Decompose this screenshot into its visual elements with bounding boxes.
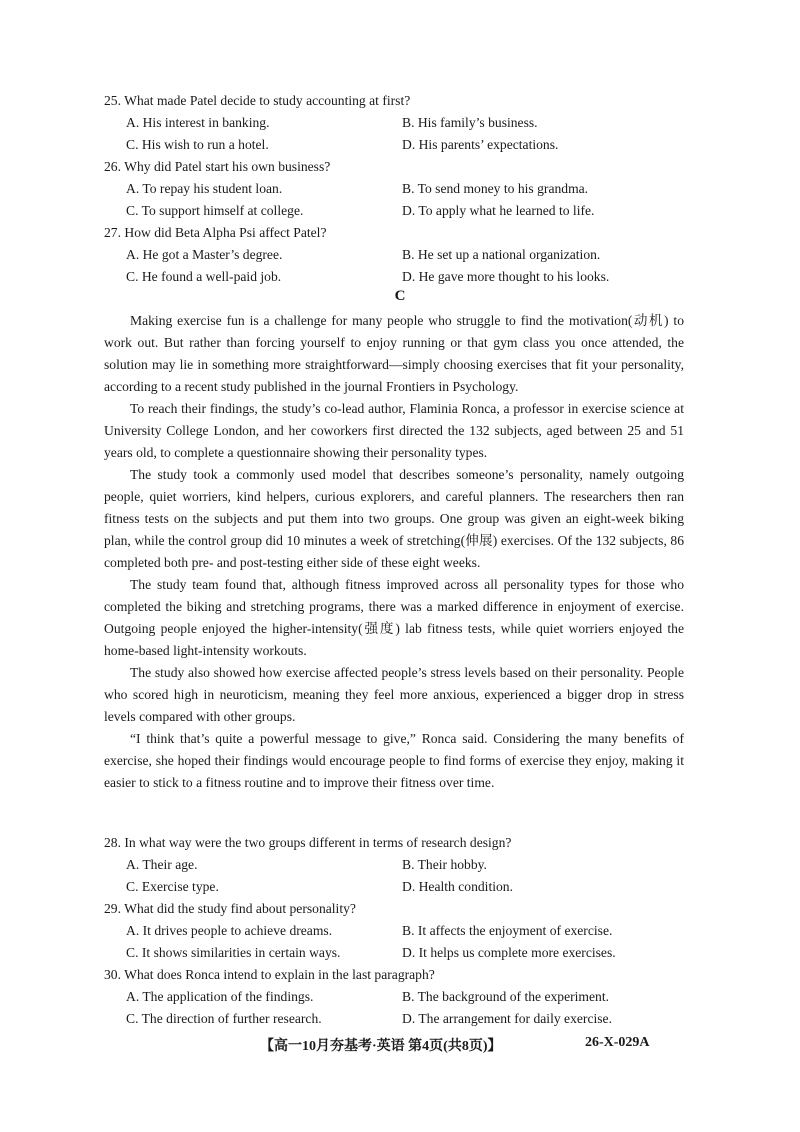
question-26-option-a: A. To repay his student loan. bbox=[126, 181, 283, 196]
question-25-option-c: C. His wish to run a hotel. bbox=[126, 137, 269, 152]
footer-exam-info: 【高一10月夯基考·英语 第4页(共8页)】 bbox=[260, 1039, 502, 1054]
passage-paragraph-5: The study also showed how exercise affected people’s stress levels based on their personality. People who scored high in neuroticism, meaning they feel more anxious, experienced a bigger drop in stress levels compared with other groups. bbox=[104, 665, 684, 724]
question-28-stem: 28. In what way were the two groups different in terms of research design? bbox=[104, 835, 512, 850]
question-29-stem: 29. What did the study find about personality? bbox=[104, 901, 356, 916]
question-28-option-d: D. Health condition. bbox=[402, 879, 513, 894]
question-30-option-b: B. The background of the experiment. bbox=[402, 989, 609, 1004]
question-27-option-d: D. He gave more thought to his looks. bbox=[402, 269, 610, 284]
reading-passage bbox=[104, 310, 684, 794]
question-29-option-a: A. It drives people to achieve dreams. bbox=[126, 923, 333, 938]
question-28-option-c: C. Exercise type. bbox=[126, 879, 219, 894]
question-30-option-d: D. The arrangement for daily exercise. bbox=[402, 1011, 612, 1026]
question-26-option-c: C. To support himself at college. bbox=[126, 203, 304, 218]
passage-paragraph-4: The study team found that, although fitness improved across all personality types for those who completed the biking and stretching programs, there was a marked difference in enjoyment of exercise. Outgoing people enjoyed the higher-intensity(强度) lab fitness tests, while quiet worriers enjoyed the home-based light-intensity workouts. bbox=[104, 577, 684, 658]
question-29-option-c: C. It shows similarities in certain ways. bbox=[126, 945, 341, 960]
question-29-option-d: D. It helps us complete more exercises. bbox=[402, 945, 616, 960]
question-29-option-b: B. It affects the enjoyment of exercise. bbox=[402, 923, 613, 938]
question-28-option-b: B. Their hobby. bbox=[402, 857, 487, 872]
question-28-option-a: A. Their age. bbox=[126, 857, 198, 872]
question-27-stem: 27. How did Beta Alpha Psi affect Patel? bbox=[104, 225, 327, 240]
footer-paper-code: 26-X-029A bbox=[585, 1035, 650, 1050]
question-25-option-d: D. His parents’ expectations. bbox=[402, 137, 559, 152]
passage-paragraph-3: The study took a commonly used model that describes someone’s personality, namely outgoing people, quiet worriers, kind helpers, curious explorers, and careful planners. The researchers then ran fitness tests on the subjects and put them into two groups. One group was given an eight-week biking plan, while the control group did 10 minutes a week of stretching(伸展) exercises. Of the 132 subjects, 86 completed both pre- and post-testing either side of these eight weeks. bbox=[104, 467, 684, 570]
question-25-option-a: A. His interest in banking. bbox=[126, 115, 270, 130]
question-30-option-a: A. The application of the findings. bbox=[126, 989, 314, 1004]
passage-paragraph-1: Making exercise fun is a challenge for many people who struggle to find the motivation(动机) to work out. But rather than forcing yourself to enjoy running or that gym class you once attended, the solution may lie in something more straightforward—simply choosing exercises that fit your personality, according to a recent study published in the journal Frontiers in Psychology. bbox=[104, 313, 684, 394]
question-27-option-c: C. He found a well-paid job. bbox=[126, 269, 282, 284]
question-25-option-b: B. His family’s business. bbox=[402, 115, 538, 130]
question-27-option-b: B. He set up a national organization. bbox=[402, 247, 601, 262]
question-26-option-b: B. To send money to his grandma. bbox=[402, 181, 589, 196]
question-27-option-a: A. He got a Master’s degree. bbox=[126, 247, 283, 262]
question-26-stem: 26. Why did Patel start his own business? bbox=[104, 159, 331, 174]
question-25-stem: 25. What made Patel decide to study accounting at first? bbox=[104, 93, 411, 108]
question-30-stem: 30. What does Ronca intend to explain in the last paragraph? bbox=[104, 967, 435, 982]
question-26-option-d: D. To apply what he learned to life. bbox=[402, 203, 595, 218]
section-heading: C bbox=[394, 288, 406, 304]
passage-paragraph-2: To reach their findings, the study’s co-lead author, Flaminia Ronca, a professor in exercise science at University College London, and her coworkers first directed the 132 subjects, aged between 25 and 51 years old, to complete a questionnaire showing their personality types. bbox=[104, 401, 684, 460]
question-30-option-c: C. The direction of further research. bbox=[126, 1011, 322, 1026]
passage-paragraph-6: “I think that’s quite a powerful message to give,” Ronca said. Considering the many benefits of exercise, she hoped their findings would encourage people to find forms of exercise they enjoy, making it easier to stick to a fitness routine and to improve their fitness over time. bbox=[104, 731, 684, 790]
